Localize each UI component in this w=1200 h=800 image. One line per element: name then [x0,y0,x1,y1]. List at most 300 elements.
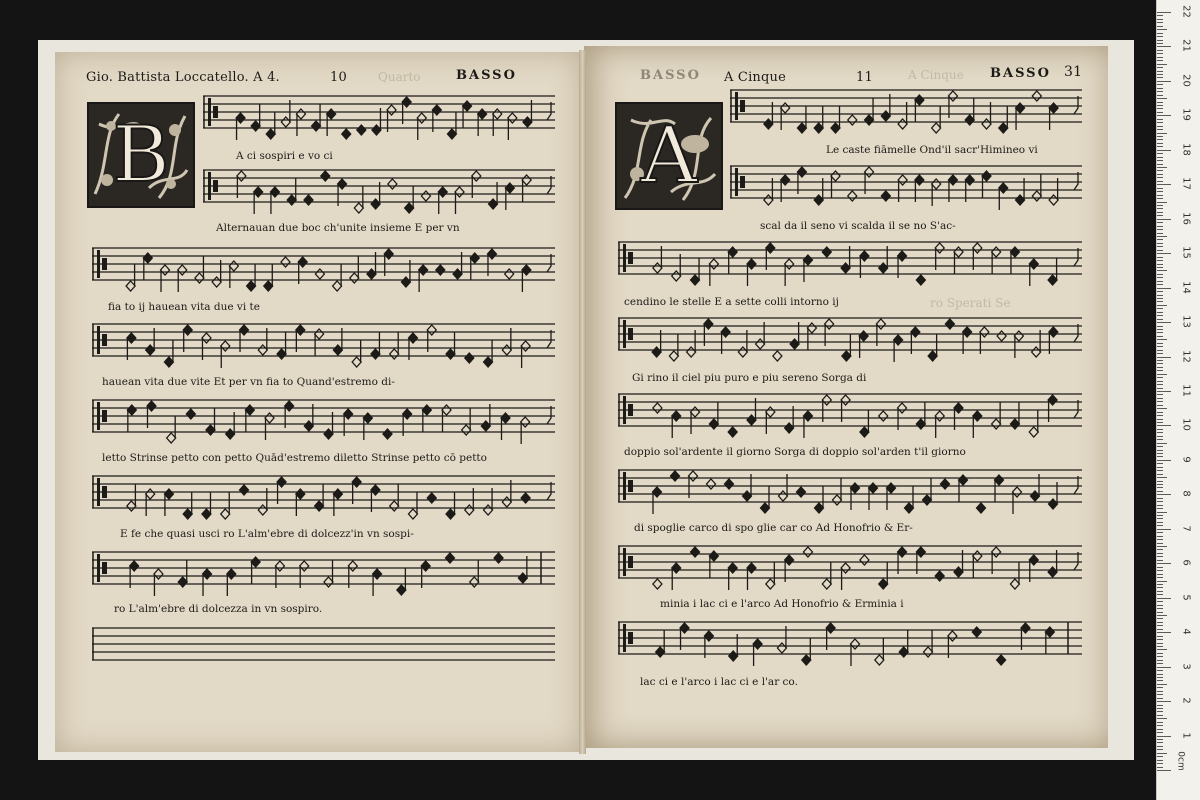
ruler-tick [1157,267,1163,268]
ruler-tick [1157,12,1171,13]
staff-5 [92,386,555,456]
c-clef-icon [623,472,633,500]
ruler-label: 8 [1180,490,1192,498]
ruler-label: 13 [1180,315,1192,328]
ruler-tick [1157,501,1163,502]
ruler-tick [1157,529,1171,530]
ruler-tick [1157,608,1163,609]
ruler-tick [1157,360,1163,361]
ruler-tick [1157,191,1163,192]
ruler-tick [1157,674,1163,675]
ruler-tick [1157,584,1163,585]
ruler-tick [1157,91,1163,92]
left-header-page-number: 10 [330,70,347,85]
ruler-tick [1157,36,1163,37]
ruler-tick [1157,463,1163,464]
ruler-tick [1157,222,1163,223]
staff-9 [730,76,1082,146]
ruler-tick [1157,398,1163,399]
ruler-tick [1157,508,1163,509]
ruler-tick [1157,146,1163,147]
ruler-tick [1157,19,1163,20]
right-lyric-line-3: cendino le stelle E a sette colli intorno ij [624,296,839,308]
ruler-tick [1157,133,1167,134]
ruler-tick [1157,598,1171,599]
left-lyric-line-3: fia to ij hauean vita due vi te [108,301,260,313]
ruler-tick [1157,270,1167,271]
ruler-tick [1157,643,1163,644]
ruler-tick [1157,439,1163,440]
ruler-tick [1157,574,1163,575]
ruler-tick [1157,415,1163,416]
ruler-tick [1157,553,1163,554]
initial-B-woodcut [87,102,195,208]
staff-7 [92,538,555,608]
ruler-label: 3 [1180,662,1192,670]
ruler-label: 5 [1180,594,1192,601]
ruler-tick [1157,26,1163,27]
right-lyric-line-2: scal da il seno vi scalda il se no S'ac- [760,220,956,232]
ruler-tick [1157,687,1163,688]
ruler-tick [1157,215,1163,216]
ruler-tick [1157,756,1163,757]
ruler-tick [1157,367,1163,368]
ruler-tick [1157,436,1163,437]
ruler-label: 20 [1180,74,1192,87]
ruler-tick [1157,591,1163,592]
ruler-tick [1157,484,1163,485]
ruler-tick [1157,605,1163,606]
ruler-tick [1157,308,1163,309]
ruler-tick [1157,243,1163,244]
ruler-tick [1157,760,1163,761]
ruler-tick [1157,357,1171,358]
ruler-label: 17 [1180,177,1192,191]
ruler-label: 6 [1180,559,1192,566]
ruler-label: 2 [1180,697,1192,704]
ruler-tick [1157,525,1163,526]
ruler-tick [1157,46,1171,47]
ruler-tick [1157,288,1171,289]
ruler-tick [1157,374,1167,375]
left-lyric-line-7: ro L'alm'ebre di dolcezza in vn sospiro. [114,603,323,615]
ruler-tick [1157,711,1163,712]
ruler-tick [1157,663,1163,664]
ruler-tick [1157,491,1163,492]
ruler-tick [1157,405,1163,406]
ruler-tick [1157,546,1167,547]
ruler-tick [1157,570,1163,571]
c-clef-icon [97,250,107,278]
ruler-tick [1157,419,1163,420]
ruler-tick [1157,322,1171,323]
staff-4 [92,310,555,380]
ruler-tick [1157,567,1163,568]
ruler-tick [1157,729,1163,730]
staff-11 [618,228,1082,298]
staff-16 [618,608,1082,678]
book-gutter [579,50,586,754]
c-clef-icon [97,326,107,354]
right-lyric-line-4: Gi rino il ciel piu puro e piu sereno Sorga di [632,372,867,384]
right-header-page-number: 11 [856,70,873,85]
ruler-tick [1157,57,1163,58]
right-page-mark: 31 [1064,64,1083,80]
ruler-tick [1157,422,1163,423]
ruler-tick [1157,305,1167,306]
ruler-tick [1157,332,1163,333]
ruler-tick [1157,450,1163,451]
ruler-tick [1157,71,1163,72]
ruler-tick [1157,60,1163,61]
ruler-tick [1157,95,1163,96]
ruler-tick [1157,487,1163,488]
ruler-tick [1157,577,1163,578]
staff-6 [92,462,555,532]
ruler-label: 18 [1180,142,1192,156]
ruler-label: 10 [1180,418,1192,432]
ruler-tick [1157,181,1163,182]
ruler-tick [1157,177,1163,178]
ruler-tick [1157,512,1167,513]
ruler-unit-label: 0cm [1175,751,1186,771]
ruler-tick [1157,763,1163,764]
ruler-tick [1157,494,1171,495]
staff-13 [618,380,1082,450]
ruler-tick [1157,15,1163,16]
ruler-tick [1157,246,1163,247]
ruler-tick [1157,446,1163,447]
ruler-tick [1157,129,1163,130]
ruler-tick [1157,649,1167,650]
ruler-tick [1157,381,1163,382]
ruler-tick [1157,477,1167,478]
c-clef-icon [97,478,107,506]
ghost-text-mid: ro Sperati Se [930,296,1011,310]
ruler-tick [1157,670,1163,671]
ruler-tick [1157,184,1171,185]
ruler-tick [1157,105,1163,106]
ruler-tick [1157,53,1163,54]
ruler-tick [1157,770,1171,771]
ruler-tick [1157,29,1167,30]
ruler-tick [1157,370,1163,371]
ruler-tick [1157,233,1163,234]
ruler-tick [1157,281,1163,282]
ruler-tick [1157,350,1163,351]
ruler-tick [1157,326,1163,327]
left-lyric-line-4: hauean vita due vite Et per vn fia to Quand'estremo di- [102,376,395,388]
ruler-tick [1157,708,1163,709]
ruler-tick [1157,260,1163,261]
ruler-tick [1157,312,1163,313]
ruler-tick [1157,195,1163,196]
c-clef-icon [97,402,107,430]
ruler-tick [1157,295,1163,296]
ruler-tick [1157,618,1163,619]
ruler-label: 15 [1180,246,1192,260]
ruler-tick [1157,560,1163,561]
ruler-tick [1157,456,1163,457]
ruler-tick [1157,264,1163,265]
left-header-part: BASSO [456,68,517,83]
ruler-tick [1157,40,1163,41]
ruler-tick [1157,677,1163,678]
ruler-label: 16 [1180,211,1192,225]
ruler-tick [1157,74,1163,75]
ruler-label: 19 [1180,108,1192,122]
ruler-tick [1157,126,1163,127]
ruler-tick [1157,363,1163,364]
ruler-tick [1157,656,1163,657]
ruler-tick [1157,174,1163,175]
ruler-tick [1157,102,1163,103]
ruler-tick [1157,346,1163,347]
ruler-tick [1157,143,1163,144]
ruler-tick [1157,98,1167,99]
ruler-tick [1157,474,1163,475]
ruler-tick [1157,188,1163,189]
ruler-tick [1157,460,1171,461]
staff-14 [618,456,1082,526]
initial-letter-right: A [640,111,698,201]
ruler-tick [1157,701,1171,702]
ruler-tick [1157,646,1163,647]
right-lyric-line-1: Le caste fiāmelle Ond'il sacr'Himineo vi [826,144,1038,156]
ghost-text-right: A Cinque [908,68,964,82]
ruler-tick [1157,556,1163,557]
ruler-tick [1157,157,1163,158]
ruler-tick [1157,742,1163,743]
ruler-tick [1157,43,1163,44]
right-lyric-line-7: minia i lac ci e l'arco Ad Honofrio & Erminia i [660,598,904,610]
ruler-tick [1157,112,1163,113]
staff-10 [730,152,1082,222]
ruler-tick [1157,691,1163,692]
left-header-composer: Gio. Battista Loccatello. A 4. [86,70,280,85]
ruler-tick [1157,277,1163,278]
staff-12 [618,304,1082,374]
ruler-tick [1157,67,1163,68]
staff-3 [92,234,555,304]
ruler-tick [1157,749,1163,750]
ruler-tick [1157,467,1163,468]
ruler-label: 21 [1180,39,1192,53]
ruler-tick [1157,119,1163,120]
ruler-tick [1157,108,1163,109]
ruler-tick [1157,622,1163,623]
ruler-tick [1157,139,1163,140]
ruler-tick [1157,563,1171,564]
ruler-tick [1157,615,1167,616]
ruler-tick [1157,667,1171,668]
ruler-tick [1157,160,1163,161]
right-header-part-bleed: BASSO [640,68,701,83]
right-header-voices: A Cinque [724,70,786,85]
ruler-label: 11 [1180,384,1192,397]
ruler-tick [1157,394,1163,395]
ruler-tick [1157,625,1163,626]
ruler-tick [1157,236,1167,237]
c-clef-icon [97,554,107,582]
ruler-tick [1157,315,1163,316]
ruler-tick [1157,88,1163,89]
ruler-tick [1157,732,1163,733]
ruler-label: 12 [1180,349,1192,363]
ruler-tick [1157,153,1163,154]
ruler-tick [1157,343,1163,344]
c-clef-icon [623,320,633,348]
ruler-tick [1157,653,1163,654]
ruler-tick [1157,684,1167,685]
ruler-tick [1157,636,1163,637]
ruler-tick [1157,401,1163,402]
ruler-tick [1157,136,1163,137]
ruler-tick [1157,505,1163,506]
ruler-tick [1157,594,1163,595]
ruler-tick [1157,384,1163,385]
ruler-tick [1157,453,1163,454]
ruler-tick [1157,33,1163,34]
ruler-tick [1157,291,1163,292]
c-clef-icon [208,98,218,126]
ruler-tick [1157,377,1163,378]
ruler-tick [1157,549,1163,550]
ruler-tick [1157,725,1163,726]
c-clef-icon [735,168,745,196]
ruler-tick [1157,539,1163,540]
c-clef-icon [623,548,633,576]
right-lyric-line-6: di spoglie carco di spo glie car co Ad Honofrio & Er- [634,522,913,534]
left-lyric-line-1: A ci sospiri e vo ci [236,150,333,162]
ruler-tick [1157,167,1167,168]
c-clef-icon [623,396,633,424]
ruler-tick [1157,301,1163,302]
ruler-tick [1157,239,1163,240]
ruler-tick [1157,715,1163,716]
initial-A-woodcut [615,102,723,210]
c-clef-icon [735,92,745,120]
ruler-tick [1157,353,1163,354]
ruler-tick [1157,515,1163,516]
ruler-tick [1157,122,1163,123]
ruler-tick [1157,115,1171,116]
c-clef-icon [623,624,633,652]
ruler-tick [1157,705,1163,706]
ruler-tick [1157,208,1163,209]
ruler-tick [1157,298,1163,299]
staff-2 [203,156,555,226]
ruler-tick [1157,50,1163,51]
ruler-tick [1157,164,1163,165]
ruler-tick [1157,253,1171,254]
initial-letter-left: B [112,110,170,200]
ruler-tick [1157,581,1167,582]
ruler-tick [1157,612,1163,613]
right-lyric-line-5: doppio sol'ardente il giorno Sorga di doppio sol'arden t'il giorno [624,446,966,458]
ruler-tick [1157,432,1163,433]
ruler-tick [1157,408,1167,409]
ruler-tick [1157,536,1163,537]
ruler-tick [1157,229,1163,230]
ruler-label: 4 [1180,628,1192,635]
ruler-tick [1157,680,1163,681]
ruler-tick [1157,425,1171,426]
c-clef-icon [623,244,633,272]
ruler-tick [1157,336,1163,337]
ruler-tick [1157,64,1167,65]
ruler-tick [1157,587,1163,588]
ruler-tick [1157,77,1163,78]
ruler-tick [1157,284,1163,285]
left-lyric-line-6: E fe che quasi usci ro L'alm'ebre di dolcezz'in vn sospi- [120,528,414,540]
ruler-tick [1157,694,1163,695]
ruler-tick [1157,339,1167,340]
ruler-tick [1157,746,1163,747]
ruler-tick [1157,632,1171,633]
ruler-tick [1157,198,1163,199]
ruler-tick [1157,84,1163,85]
ruler-tick [1157,388,1163,389]
c-clef-icon [208,172,218,200]
ruler-tick [1157,81,1171,82]
right-header-part: BASSO [990,66,1051,81]
ruler-tick [1157,257,1163,258]
ruler-tick [1157,202,1167,203]
ruler-tick [1157,212,1163,213]
ruler-tick [1157,412,1163,413]
staff-8 [92,614,555,684]
ruler-tick [1157,753,1167,754]
ruler-tick [1157,639,1163,640]
right-lyric-line-8: lac ci e l'arco i lac ci e l'ar co. [640,676,798,688]
ruler-tick [1157,767,1163,768]
ruler-label: 1 [1180,731,1192,739]
ruler-tick [1157,429,1163,430]
ruler-tick [1157,736,1171,737]
ruler-tick [1157,543,1163,544]
ruler-tick [1157,629,1163,630]
ruler-tick [1157,660,1163,661]
ruler-label: 22 [1180,5,1192,18]
ruler-tick [1157,722,1163,723]
staff-15 [618,532,1082,602]
staff-1 [203,82,555,152]
ruler-tick [1157,205,1163,206]
ruler-tick [1157,391,1171,392]
ruler-tick [1157,219,1171,220]
ruler-tick [1157,522,1163,523]
left-lyric-line-5: letto Strinse petto con petto Quād'estremo diletto Strinse petto cō petto [102,452,487,464]
ruler-tick [1157,226,1163,227]
ruler-label: 9 [1180,456,1192,463]
ruler-tick [1157,443,1167,444]
ruler-tick [1157,498,1163,499]
ruler-tick [1157,601,1163,602]
ghost-text-left: Quarto [378,70,421,84]
ruler-tick [1157,329,1163,330]
ruler-label: 14 [1180,280,1192,294]
measuring-ruler [1156,0,1200,800]
left-lyric-line-2: Alternauan due boc ch'unite insieme E per vn [216,222,460,234]
ruler-tick [1157,481,1163,482]
ruler-tick [1157,150,1171,151]
ruler-tick [1157,532,1163,533]
ruler-label: 7 [1180,525,1192,532]
ruler-tick [1157,250,1163,251]
ruler-tick [1157,470,1163,471]
ruler-tick [1157,319,1163,320]
